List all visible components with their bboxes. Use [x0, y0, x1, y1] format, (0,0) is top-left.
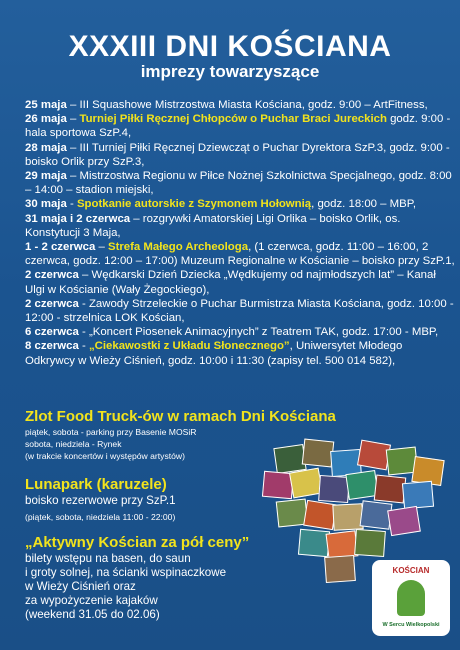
logo-emblem-icon — [397, 580, 425, 616]
event-sep: – — [66, 113, 80, 126]
events-list — [25, 98, 455, 368]
page-title: XXXIII DNI KOŚCIANA — [68, 30, 392, 63]
event-highlight: Strefa Małego Archeologa — [107, 241, 249, 254]
collage-photo — [402, 481, 434, 510]
event-item — [25, 98, 455, 112]
event-text: III Squashowe Mistrzostwa Miasta Kościana, godz. 9:00 – ArtFitness, — [79, 99, 428, 111]
event-sep: - — [78, 297, 89, 310]
collage-photo — [354, 529, 386, 557]
page-subtitle: imprezy towarzyszące — [140, 62, 320, 81]
event-text: , (1 czerwca, godz. 11:00 – 16:00, 2 czerwca, godz. 12:00 – 17:00) Muzeum Regionalne w Kościanie – boisko przy SzP.1, — [25, 241, 455, 268]
event-date: 2 czerwca — [25, 297, 79, 310]
event-sep: - — [78, 340, 89, 353]
event-text: „Koncert Piosenek Animacyjnych” z Teatrem TAK, godz. 17:00 - MBP, — [88, 326, 439, 339]
event-sep: – — [66, 141, 80, 154]
aktywny-line: i groty solnej, na ścianki wspinaczkowe — [25, 566, 227, 579]
event-item — [25, 212, 455, 240]
event-date: 25 maja — [25, 99, 67, 111]
event-item — [25, 339, 455, 367]
aktywny-section — [25, 534, 275, 622]
food-truck-line: piątek, sobota - parking przy Basenie MOSiR — [25, 427, 197, 437]
event-text: , godz. 18:00 – MBP, — [311, 198, 417, 211]
koscian-logo — [372, 560, 450, 636]
event-item — [25, 297, 455, 325]
aktywny-line: w Wieży Ciśnień oraz — [25, 580, 136, 593]
event-item — [25, 141, 455, 169]
event-text: rozgrywki Amatorskiej Ligi Orlika – boisko Orlik, os. Konstytucji 3 Maja, — [25, 212, 401, 239]
event-sep: – — [130, 212, 143, 225]
event-highlight: Turniej Piłki Ręcznej Chłopców o Puchar Braci Jureckich — [79, 113, 387, 126]
event-item — [25, 169, 455, 197]
collage-photo — [374, 475, 407, 504]
event-date: 2 czerwca — [25, 269, 79, 282]
collage-photo — [387, 506, 421, 536]
event-text: Zawody Strzeleckie o Puchar Burmistrza Miasta Kościana, godz. 10:00 - 12:00 - strzelnica LOK Kościan, — [25, 297, 454, 325]
event-text: , Uniwersytet Młodego Odkrywcy w Wieży Ciśnień, godz. 10:00 i 11:30 (zapisy tel. 500 014 582), — [25, 340, 403, 367]
aktywny-line: za wypożyczenie kajaków — [25, 594, 158, 607]
event-sep: - — [66, 198, 77, 211]
event-date: 1 - 2 czerwca — [25, 241, 96, 254]
event-item — [25, 325, 455, 339]
event-text: Wędkarski Dzień Dziecka „Wędkujemy od najmłodszych lat” – Kanał Ulgi w Kościanie (Wały Żegockiego), — [25, 269, 436, 296]
event-text: Mistrzostwa Regionu w Piłce Nożnej Szkolnictwa Specjalnego, godz. 8:00 – 14:00 – stadion miejski, — [25, 170, 452, 197]
event-highlight: Spotkanie autorskie z Szymonem Hołownią — [76, 198, 312, 211]
event-text: godz. 9:00 - hala sportowa SzP.4, — [25, 113, 451, 140]
event-sep: – — [66, 170, 80, 183]
aktywny-line: (weekend 31.05 do 02.06) — [25, 608, 160, 621]
event-sep: – — [78, 269, 92, 282]
event-item — [25, 268, 455, 296]
aktywny-heading: „Aktywny Kościan za pół ceny” — [25, 534, 250, 551]
food-truck-line: sobota, niedziela - Rynek — [25, 439, 122, 449]
event-sep: - — [78, 326, 89, 339]
event-item — [25, 112, 455, 140]
event-date: 29 maja — [25, 170, 67, 183]
collage-photo — [332, 503, 363, 531]
food-truck-line: (w trakcie koncertów i występów artystów) — [25, 451, 185, 461]
event-text: III Turniej Piłki Ręcznej Dziewcząt o Puchar Dyrektora SzP.3, godz. 9:00 - boisko Orlik przy SzP.3, — [25, 141, 450, 168]
event-sep: – — [95, 241, 108, 254]
event-date: 28 maja — [25, 141, 67, 154]
lunapark-line: boisko rezerwowe przy SzP.1 — [25, 494, 176, 507]
aktywny-line: bilety wstępu na basen, do saun — [25, 552, 191, 565]
logo-city-name: KOŚCIAN — [392, 566, 430, 575]
event-sep: – — [66, 99, 80, 111]
event-item — [25, 197, 455, 211]
lunapark-heading: Lunapark (karuzele) — [25, 476, 167, 493]
event-date: 6 czerwca — [25, 326, 79, 339]
logo-tagline: W Sercu Wielkopolski — [382, 622, 440, 628]
event-date: 8 czerwca — [25, 340, 79, 353]
lunapark-line: (piątek, sobota, niedziela 11:00 - 22:00) — [25, 512, 176, 522]
food-truck-heading: Zlot Food Truck-ów w ramach Dni Kościana — [25, 408, 336, 425]
lunapark-section — [25, 476, 275, 523]
collage-photo — [324, 555, 356, 583]
event-highlight: „Ciekawostki z Układu Słonecznego” — [88, 340, 290, 353]
event-item — [25, 240, 455, 268]
event-date: 30 maja — [25, 198, 67, 211]
event-date: 31 maja i 2 czerwca — [25, 212, 131, 225]
event-date: 26 maja — [25, 113, 67, 126]
